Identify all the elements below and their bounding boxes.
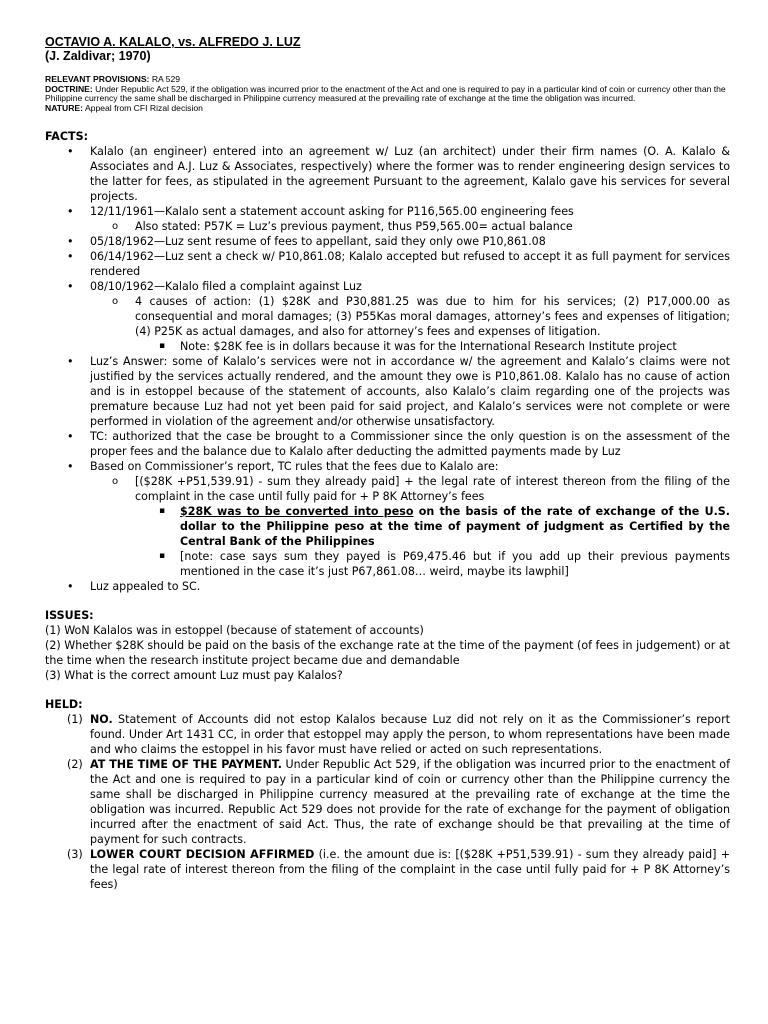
case-title: OCTAVIO A. KALALO, vs. ALFREDO J. LUZ — [45, 35, 301, 49]
fact-note: ▪ Note: $28K fee is in dollars because it was for the International Research Institute project — [159, 340, 677, 353]
fact-item: • TC: authorized that the case be brought to a Commissioner since the only question is on the assessment of the proper fees and the balance due to Kalalo after deducting the admitted payments made by Luz — [67, 430, 730, 458]
facts-heading: FACTS: — [45, 130, 89, 143]
fact-subitem: o [($28K +P51,539.91) - sum they already paid] + the legal rate of interest thereon from the filing of the complaint in the case until fully paid for + P 8K Attorney’s fees — [112, 475, 730, 503]
fact-item: • 05/18/1962—Luz sent resume of fees to appellant, said they only owe P10,861.08 — [67, 235, 546, 248]
fact-note: ▪ [note: case says sum they payed is P69,475.46 but if you add up their previous payments mentioned in the case it’s just P67,861.08… weird, maybe its lawphil] — [159, 550, 730, 578]
case-meta — [45, 75, 730, 113]
issue-item: (2) Whether $28K should be paid on the basis of the exchange rate at the time of the payment (of fees in judgement) or at the time when the research institute project became due and demandable — [45, 639, 730, 667]
facts-list — [45, 144, 730, 594]
case-ponente: (J. Zaldivar; 1970) — [45, 49, 151, 63]
fact-note: ▪ $28K was to be converted into peso on the basis of the rate of exchange of the U.S. dollar to the Philippine peso at the time of payment of judgment as Certified by the Central Bank of the Philippines — [159, 505, 730, 548]
fact-item: • 08/10/1962—Kalalo filed a complaint against Luz — [67, 280, 362, 293]
issue-item: (3) What is the correct amount Luz must pay Kalalos? — [45, 669, 343, 682]
held-item: (3) LOWER COURT DECISION AFFIRMED (i.e. the amount due is: [($28K +P51,539.91) - sum they already paid] + the legal rate of interest thereon from the filing of the complaint in the case until fully paid for + P 8K Attorney’s fees) — [67, 848, 730, 891]
nature: NATURE: Appeal from CFI Rizal decision — [45, 102, 203, 113]
fact-item: • Kalalo (an engineer) entered into an agreement w/ Luz (an architect) under their firm names (O. A. Kalalo & Associates and A.J. Luz & Associates, respectively) where the former was to render engineering design services to the latter for fees, as stipulated in the agreement Pursuant to the agreement, Kalalo gave his services for several projects. — [67, 145, 730, 203]
case-header — [45, 35, 730, 113]
issues-heading: ISSUES: — [45, 609, 94, 622]
held-list — [45, 712, 730, 892]
fact-item: • 06/14/1962—Luz sent a check w/ P10,861.08; Kalalo accepted but refused to accept it as full payment for services rendered — [67, 250, 730, 278]
held-heading: HELD: — [45, 698, 83, 711]
held-item: (1) NO. Statement of Accounts did not estop Kalalos because Luz did not rely on it as the Commissioner’s report found. Under Art 1431 CC, in order that estoppel may apply the person, to whom representations have been made and who claims the estoppel in his favor must have relied or acted on such representations. — [67, 713, 730, 756]
relevant-provisions: RELEVANT PROVISIONS: RA 529 — [45, 74, 181, 84]
fact-item: • 12/11/1961—Kalalo sent a statement account asking for P116,565.00 engineering fees — [67, 205, 574, 218]
fact-subitem: o Also stated: P57K = Luz’s previous payment, thus P59,565.00= actual balance — [112, 220, 573, 233]
issue-item: (1) WoN Kalalos was in estoppel (because of statement of accounts) — [45, 624, 424, 637]
doctrine: DOCTRINE: Under Republic Act 529, if the obligation was incurred prior to the enactment of the Act and one is required to pay in a particular kind of coin or currency other than the Philippine currency the same shall be discharged in Philippine currency measured at the prevailing rate of exchange at the time the obligation was incurred. — [45, 83, 726, 103]
held-item: (2) AT THE TIME OF THE PAYMENT. Under Republic Act 529, if the obligation was incurred prior to the enactment of the Act and one is required to pay in a particular kind of coin or currency other than the Philippine currency the same shall be discharged in Philippine currency measured at the prevailing rate of exchange at the time the obligation was incurred. Republic Act 529 does not provide for the rate of exchange for the payment of obligation incurred after the enactment of said Act. Thus, the rate of exchange should be that prevailing at the time of payment for such contracts. — [67, 758, 730, 846]
fact-subitem: o 4 causes of action: (1) $28K and P30,881.25 was due to him for his services; (2) P17,000.00 as consequential and moral damages; (3) P55Kas moral damages, attorney’s fees and expenses of litigation; (4) P25K as actual damages, and also for attorney’s fees and expenses of litigation. — [112, 295, 730, 338]
fact-item: • Luz’s Answer: some of Kalalo’s services were not in accordance w/ the agreement and Kalalo’s claims were not justified by the services actually rendered, and the amount they owe is P10,861.08. Kalalo has no cause of action and is in estoppel because of the statement of accounts, also Kalalo’s claim regarding one of the projects was premature because Luz had not yet been paid for said project, and Kalalo’s services were not complete or were performed in violation of the agreement and/or otherwise unsatisfactory. — [67, 355, 730, 428]
fact-item: • Based on Commissioner’s report, TC rules that the fees due to Kalalo are: — [67, 460, 499, 473]
fact-item: • Luz appealed to SC. — [67, 580, 201, 593]
